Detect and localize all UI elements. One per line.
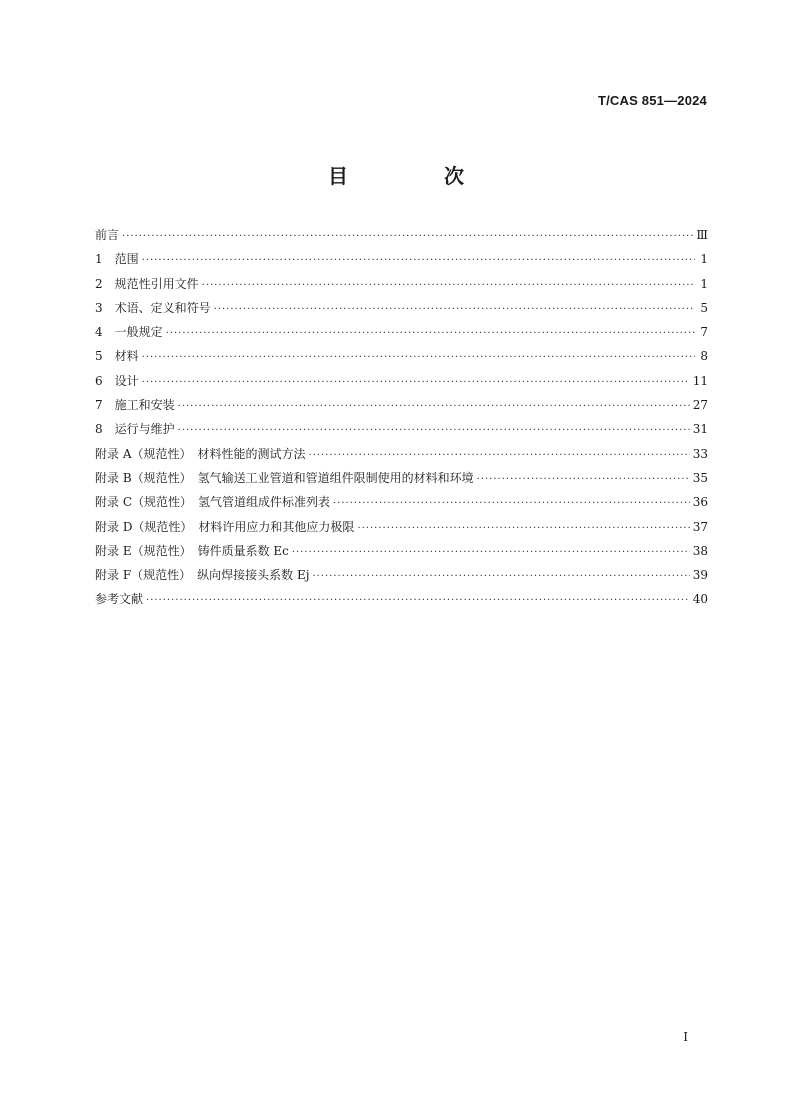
toc-entry-page: 40 bbox=[692, 592, 708, 607]
toc-entry-label: 附录 B（规范性） 氢气输送工业管道和管道组件限制使用的材料和环境 bbox=[95, 470, 474, 485]
toc-entry-page: 31 bbox=[692, 422, 708, 437]
toc-entry-label: 2 规范性引用文件 bbox=[95, 276, 199, 291]
dot-leader bbox=[142, 352, 695, 363]
toc-entry-label: 8 运行与维护 bbox=[95, 422, 175, 437]
page-number: I bbox=[683, 1030, 688, 1044]
toc-entry-label: 附录 F（规范性） 纵向焊接接头系数 Ej bbox=[95, 568, 310, 583]
dot-leader bbox=[142, 377, 690, 388]
toc-entry-page: 11 bbox=[692, 373, 708, 388]
dot-leader bbox=[142, 255, 695, 266]
toc-entry-label: 4 一般规定 bbox=[95, 325, 163, 340]
toc-entry-page: 39 bbox=[692, 568, 708, 583]
dot-leader bbox=[146, 595, 690, 606]
dot-leader bbox=[166, 328, 695, 339]
dot-leader bbox=[178, 425, 690, 436]
toc-entry-label: 7 施工和安装 bbox=[95, 398, 175, 413]
toc-entry-page: 37 bbox=[692, 519, 708, 534]
toc-entry[interactable] bbox=[95, 590, 708, 614]
toc-entry[interactable] bbox=[95, 445, 708, 469]
toc-entry[interactable] bbox=[95, 275, 708, 299]
toc-entry-page: 35 bbox=[692, 470, 708, 485]
toc-entry[interactable] bbox=[95, 226, 708, 250]
toc-entry-page: 38 bbox=[692, 543, 708, 558]
toc-entry[interactable] bbox=[95, 469, 708, 493]
document-id: T/CAS 851—2024 bbox=[597, 93, 707, 108]
toc-entry-label: 1 范围 bbox=[95, 252, 139, 267]
toc-entry[interactable] bbox=[95, 518, 708, 542]
toc-entry-page: Ⅲ bbox=[696, 228, 708, 242]
toc-entry[interactable] bbox=[95, 372, 708, 396]
toc-entry[interactable] bbox=[95, 420, 708, 444]
dot-leader bbox=[122, 231, 693, 242]
toc-entry[interactable] bbox=[95, 299, 708, 323]
toc-entry-label: 附录 A（规范性） 材料性能的测试方法 bbox=[95, 446, 306, 461]
toc-entry-page: 27 bbox=[692, 398, 708, 413]
toc-entry-page: 36 bbox=[692, 495, 708, 510]
toc-entry-page: 8 bbox=[700, 349, 708, 364]
page-title: 目 次 bbox=[328, 164, 502, 188]
table-of-contents bbox=[95, 226, 708, 615]
dot-leader bbox=[214, 304, 695, 315]
toc-entry[interactable] bbox=[95, 347, 708, 371]
dot-leader bbox=[357, 523, 689, 534]
dot-leader bbox=[333, 498, 690, 509]
dot-leader bbox=[202, 280, 695, 291]
toc-entry-page: 1 bbox=[700, 276, 708, 291]
dot-leader bbox=[292, 547, 690, 558]
dot-leader bbox=[477, 474, 690, 485]
toc-entry-page: 33 bbox=[692, 446, 708, 461]
toc-entry-label: 6 设计 bbox=[95, 373, 139, 388]
toc-entry-page: 5 bbox=[700, 300, 708, 315]
toc-entry-page: 1 bbox=[700, 252, 708, 267]
dot-leader bbox=[178, 401, 690, 412]
dot-leader bbox=[312, 571, 689, 582]
toc-entry-page: 7 bbox=[700, 325, 708, 340]
toc-entry-label: 附录 E（规范性） 铸件质量系数 Ec bbox=[95, 543, 289, 558]
toc-entry[interactable] bbox=[95, 396, 708, 420]
toc-entry[interactable] bbox=[95, 250, 708, 274]
toc-entry[interactable] bbox=[95, 566, 708, 590]
toc-entry-label: 附录 C（规范性） 氢气管道组成件标准列表 bbox=[95, 495, 330, 510]
toc-entry-label: 参考文献 bbox=[95, 592, 144, 607]
dot-leader bbox=[308, 450, 689, 461]
toc-entry-label: 附录 D（规范性） 材料许用应力和其他应力极限 bbox=[95, 519, 355, 534]
toc-entry-label: 3 术语、定义和符号 bbox=[95, 300, 211, 315]
toc-entry[interactable] bbox=[95, 542, 708, 566]
toc-entry-label: 前言 bbox=[95, 228, 120, 242]
toc-entry-label: 5 材料 bbox=[95, 349, 139, 364]
toc-entry[interactable] bbox=[95, 323, 708, 347]
toc-entry[interactable] bbox=[95, 493, 708, 517]
